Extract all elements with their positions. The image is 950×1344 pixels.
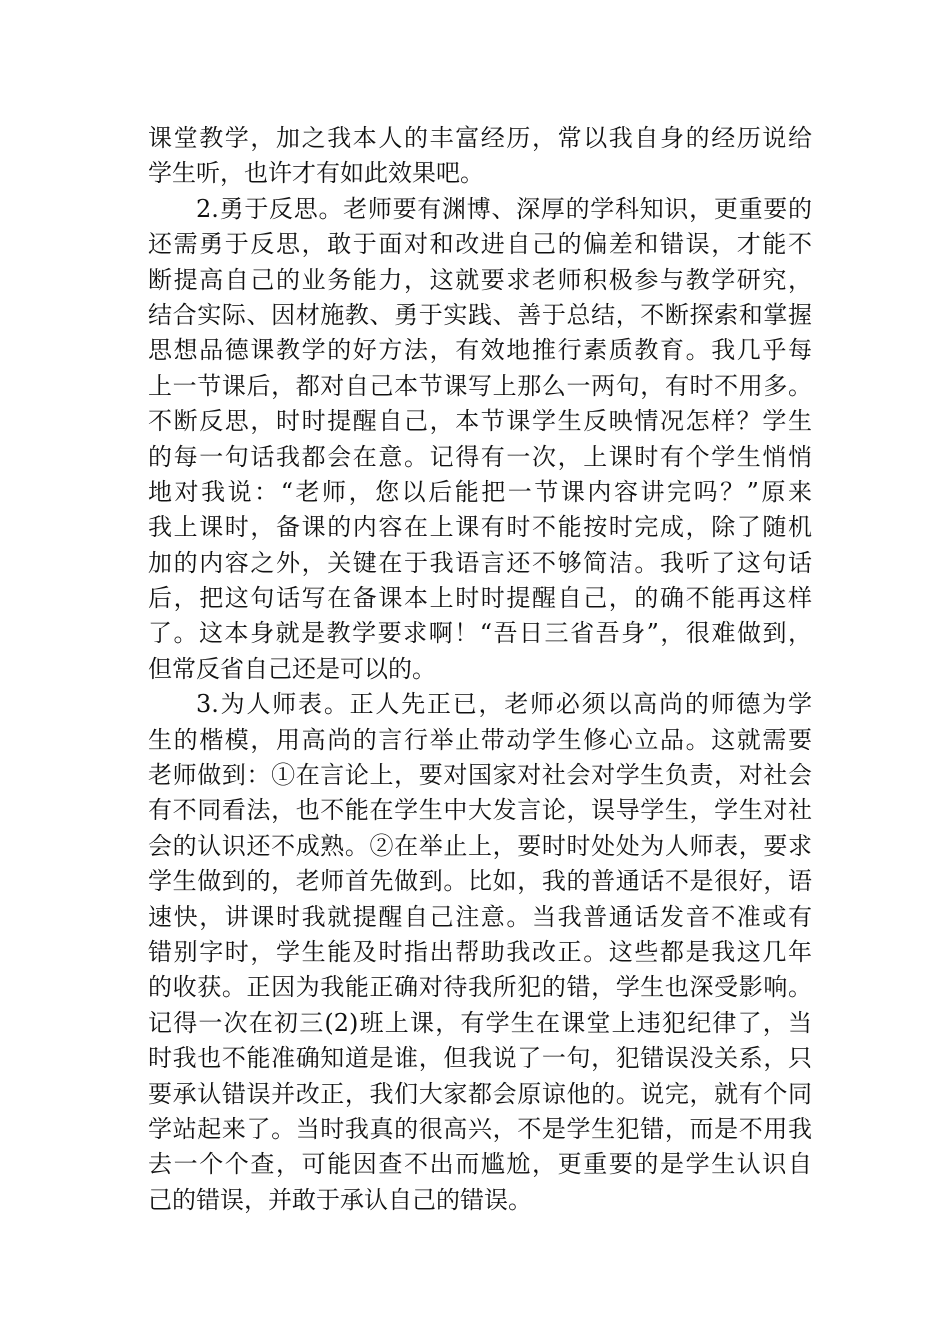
text-line: 结合实际、因材施教、勇于实践、善于总结，不断探索和掌握 [148, 300, 812, 329]
text-line: 的收获。正因为我能正确对待我所犯的错，学生也深受影响。 [148, 973, 812, 1002]
text-line: 但常反省自己还是可以的。 [148, 654, 436, 683]
text-line: 学站起来了。当时我真的很高兴，不是学生犯错，而是不用我 [148, 1114, 812, 1143]
text-line: 去一个个查，可能因查不出而尴尬，更重要的是学生认识自 [148, 1150, 812, 1179]
text-line: 错别字时，学生能及时指出帮助我改正。这些都是我这几年 [148, 937, 812, 966]
text-line: 生的楷模，用高尚的言行举止带动学生修心立品。这就需要 [148, 725, 812, 754]
text-line: 后，把这句话写在备课本上时时提醒自己，的确不能再这样 [148, 584, 812, 613]
text-line: 还需勇于反思，敢于面对和改进自己的偏差和错误，才能不 [148, 230, 812, 259]
paragraph-start-line: 3.为人师表。正人先正已，老师必须以高尚的师德为学 [196, 690, 812, 719]
text-line: 地对我说：“老师，您以后能把一节课内容讲完吗？”原来 [148, 477, 812, 506]
text-line: 老师做到：①在言论上，要对国家对社会对学生负责，对社会 [148, 761, 812, 790]
document-body [148, 121, 812, 1218]
text-line: 学生听，也许才有如此效果吧。 [148, 159, 484, 188]
text-line: 有不同看法，也不能在学生中大发言论，误导学生，学生对社 [148, 796, 812, 825]
text-line: 我上课时，备课的内容在上课有时不能按时完成，除了随机 [148, 513, 812, 542]
text-line: 加的内容之外，关键在于我语言还不够简洁。我听了这句话 [148, 548, 812, 577]
text-line: 会的认识还不成熟。②在举止上，要时时处处为人师表，要求 [148, 831, 812, 860]
text-line: 速快，讲课时我就提醒自己注意。当我普通话发音不准或有 [148, 902, 812, 931]
text-line: 断提高自己的业务能力，这就要求老师积极参与教学研究， [148, 265, 812, 294]
text-line: 要承认错误并改正，我们大家都会原谅他的。说完，就有个同 [148, 1079, 812, 1108]
text-line: 记得一次在初三(2)班上课，有学生在课堂上违犯纪律了，当 [148, 1008, 812, 1037]
text-line: 了。这本身就是教学要求啊！“吾日三省吾身”，很难做到， [148, 619, 812, 648]
text-line: 思想品德课教学的好方法，有效地推行素质教育。我几乎每 [148, 336, 812, 365]
text-line: 己的错误，并敢于承认自己的错误。 [148, 1185, 532, 1214]
paragraph-start-line: 2.勇于反思。老师要有渊博、深厚的学科知识，更重要的 [196, 194, 812, 223]
text-line: 不断反思，时时提醒自己，本节课学生反映情况怎样？学生 [148, 407, 812, 436]
text-line: 上一节课后，都对自己本节课写上那么一两句，有时不用多。 [148, 371, 812, 400]
text-line: 课堂教学，加之我本人的丰富经历，常以我自身的经历说给 [148, 124, 812, 152]
text-line: 的每一句话我都会在意。记得有一次，上课时有个学生悄悄 [148, 442, 812, 471]
text-line: 时我也不能准确知道是谁，但我说了一句，犯错误没关系，只 [148, 1044, 812, 1073]
text-line: 学生做到的，老师首先做到。比如，我的普通话不是很好，语 [148, 867, 812, 896]
